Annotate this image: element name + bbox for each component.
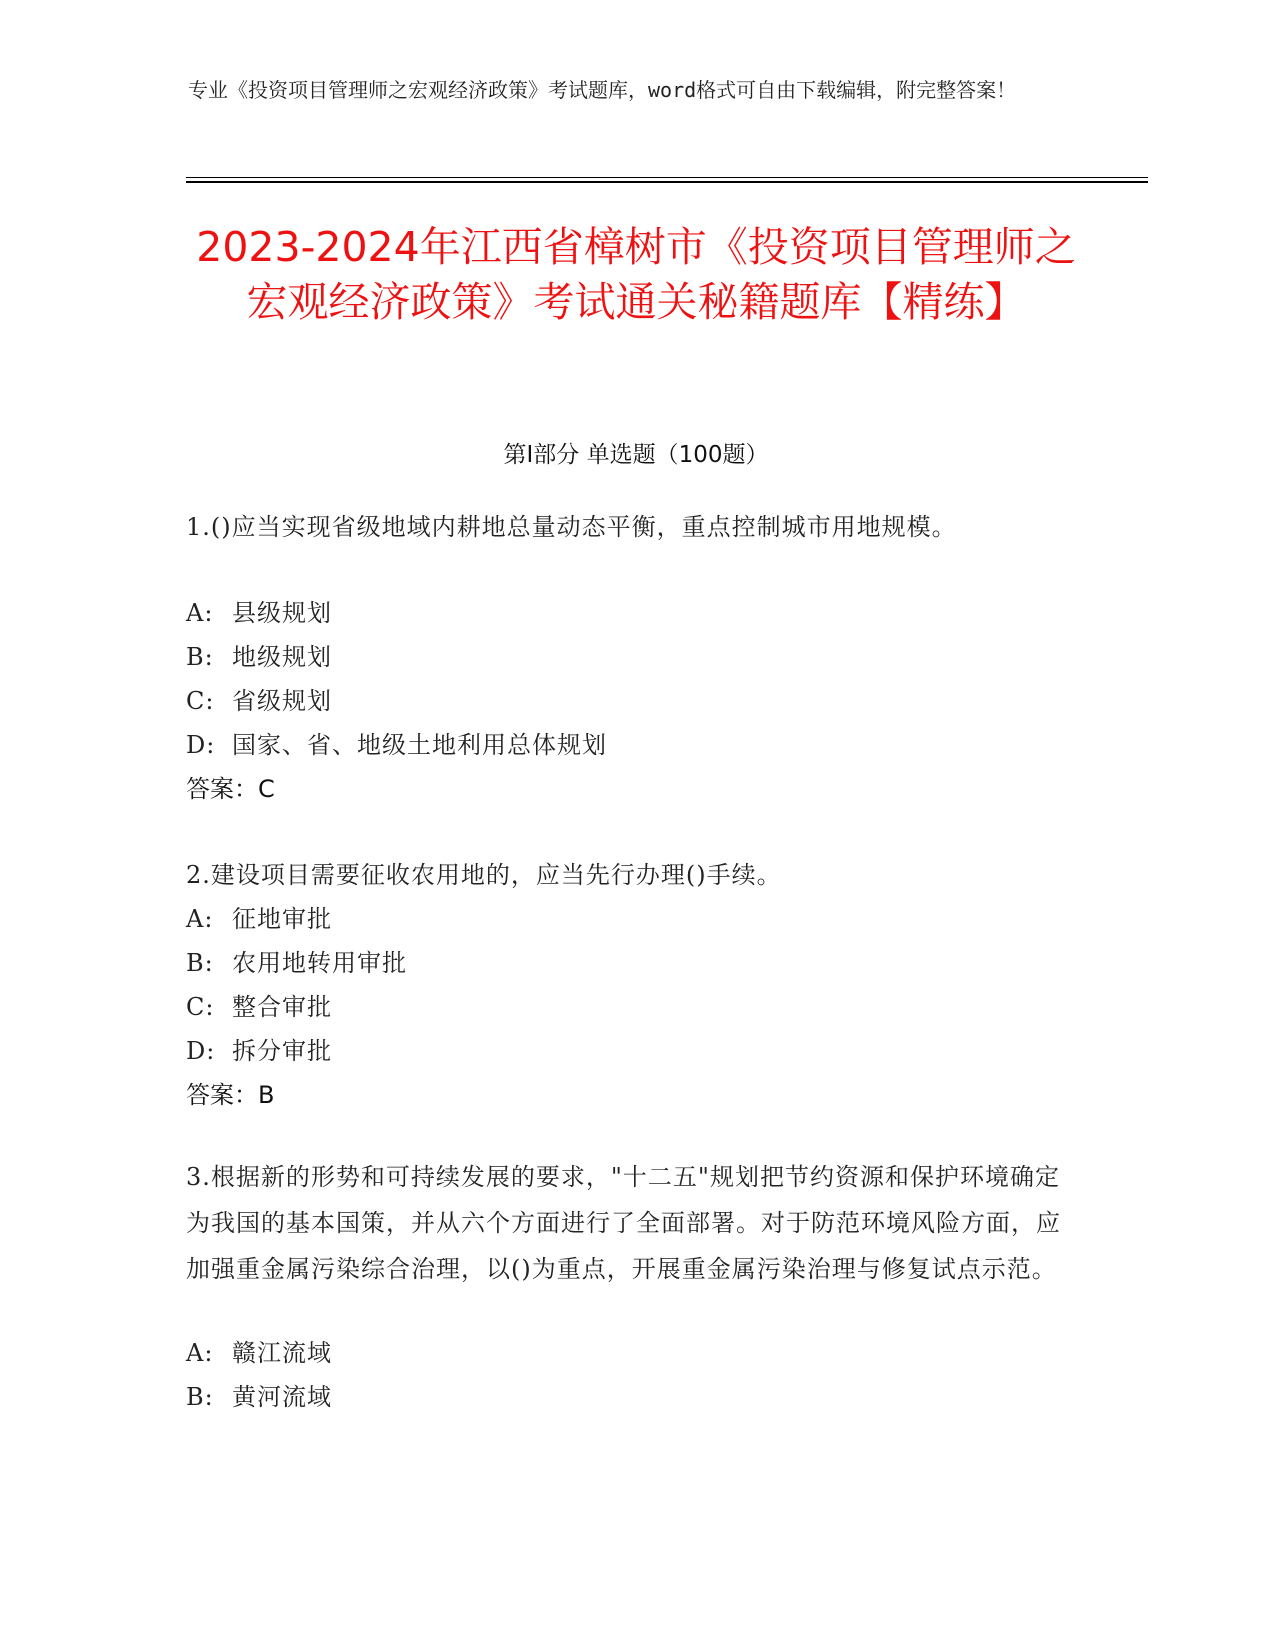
option-text: 地级规划	[232, 643, 332, 671]
option-text: 征地审批	[232, 905, 332, 933]
header-divider-thin	[186, 177, 1148, 178]
option-text: 赣江流域	[232, 1339, 332, 1367]
option-key: C:	[186, 687, 215, 715]
option-key: D:	[186, 731, 216, 759]
question-3-option-a	[186, 1330, 332, 1376]
option-key: A:	[186, 1339, 214, 1367]
question-1-option-a	[186, 590, 332, 636]
option-text: 省级规划	[232, 687, 332, 715]
header-note: 专业《投资项目管理师之宏观经济政策》考试题库，word格式可自由下载编辑，附完整答案！	[188, 78, 1017, 102]
option-key: A:	[186, 905, 214, 933]
answer-value: C	[258, 775, 275, 803]
option-text: 黄河流域	[232, 1383, 332, 1411]
option-text: 拆分审批	[232, 1037, 332, 1065]
question-3-option-b	[186, 1374, 332, 1420]
option-key: B:	[186, 949, 214, 977]
question-1-option-b	[186, 634, 332, 680]
question-2-option-d	[186, 1028, 332, 1074]
question-1-text: 1.()应当实现省级地域内耕地总量动态平衡，重点控制城市用地规模。	[186, 513, 957, 541]
answer-label: 答案：	[186, 1081, 258, 1109]
question-2-option-a	[186, 896, 332, 942]
header-divider-thick	[186, 181, 1148, 183]
option-text: 农用地转用审批	[232, 949, 407, 977]
question-2-option-b	[186, 940, 407, 986]
option-key: C:	[186, 993, 215, 1021]
section-title: 第Ⅰ部分 单选题（100题）	[503, 442, 769, 468]
option-text: 整合审批	[232, 993, 332, 1021]
option-key: B:	[186, 643, 214, 671]
question-2-answer	[186, 1072, 274, 1118]
question-3-text: 3.根据新的形势和可持续发展的要求，"十二五"规划把节约资源和保护环境确定为我国的基本国策，并从六个方面进行了全面部署。对于防范环境风险方面，应加强重金属污染综合治理，以()为重点，开展重金属污染治理与修复试点示范。	[186, 1163, 1061, 1283]
option-key: D:	[186, 1037, 216, 1065]
answer-label: 答案：	[186, 775, 258, 803]
question-2-text: 2.建设项目需要征收农用地的，应当先行办理()手续。	[186, 861, 782, 889]
option-key: B:	[186, 1383, 214, 1411]
question-1-option-d	[186, 722, 607, 768]
question-1-answer	[186, 766, 275, 812]
question-2-option-c	[186, 984, 332, 1030]
answer-value: B	[258, 1081, 275, 1109]
option-key: A:	[186, 599, 214, 627]
option-text: 国家、省、地级土地利用总体规划	[232, 731, 607, 759]
document-title: 2023-2024年江西省樟树市《投资项目管理师之宏观经济政策》考试通关秘籍题库【精练】	[196, 223, 1076, 326]
question-1-option-c	[186, 678, 332, 724]
option-text: 县级规划	[232, 599, 332, 627]
